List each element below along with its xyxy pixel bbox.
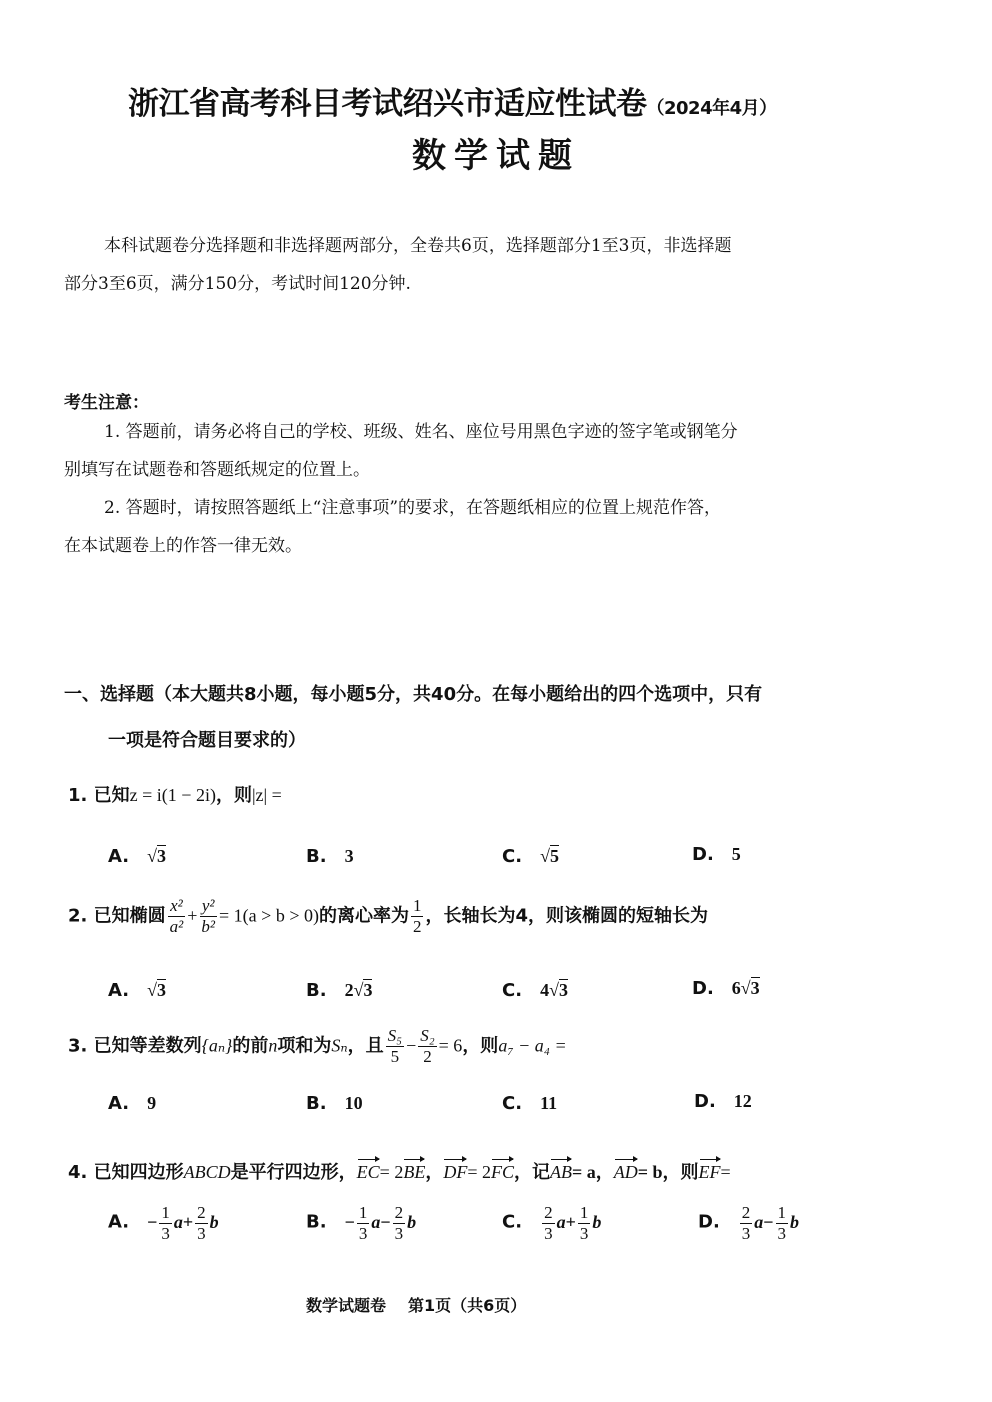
question-text: ，长轴长为4，则该椭圆的短轴长为 xyxy=(425,905,708,927)
fraction xyxy=(393,1203,406,1244)
notice-item-2-line-2: 在本试题卷上的作答一律无效。 xyxy=(64,536,302,556)
vector: EF xyxy=(698,1162,721,1182)
vector-symbol: b xyxy=(209,1211,219,1232)
fraction xyxy=(195,1203,208,1244)
fraction-numerator: 1 xyxy=(161,1203,170,1222)
exam-title xyxy=(128,78,777,123)
vector: AD xyxy=(613,1162,638,1182)
question-3 xyxy=(68,1026,567,1067)
option-label: A. xyxy=(108,980,130,1001)
option-label: A. xyxy=(108,1093,130,1114)
question-text: ，记 xyxy=(514,1162,550,1183)
math-expression: = 1(a > b > 0) xyxy=(219,905,319,926)
notice-heading: 考生注意： xyxy=(64,393,149,413)
option-value: 5 xyxy=(549,846,559,866)
vector: FC xyxy=(490,1162,514,1182)
question-number: 4. xyxy=(68,1162,88,1183)
section-heading-line-2: 一项是符合题目要求的） xyxy=(108,730,306,751)
fraction-denominator: 3 xyxy=(544,1224,553,1243)
math-expression: a₇ − a₄ = xyxy=(498,1035,567,1056)
notice-item-1-line-2: 别填写在试题卷和答题纸规定的位置上。 xyxy=(64,460,370,480)
math-expression: = 2 xyxy=(379,1162,404,1182)
question-text: 已知等差数列 xyxy=(93,1035,202,1057)
vector-symbol: a xyxy=(754,1211,764,1232)
option-d: D. 6√3 xyxy=(692,978,760,999)
option-b xyxy=(306,846,354,867)
option-label: A. xyxy=(108,846,130,867)
fraction-numerator: 1 xyxy=(412,896,422,915)
fraction-numerator: 2 xyxy=(741,1203,751,1222)
option-label: B. xyxy=(306,1211,327,1233)
fraction xyxy=(386,1026,404,1067)
question-text: ， xyxy=(595,1162,614,1183)
fraction-denominator: 3 xyxy=(358,1224,368,1243)
question-text: 项和为 xyxy=(277,1035,332,1057)
vector: DF xyxy=(443,1162,468,1182)
fraction-numerator: x² xyxy=(170,896,183,915)
question-text: 的离心率为 xyxy=(318,905,409,927)
option-a xyxy=(108,1093,156,1114)
option-d xyxy=(698,1203,799,1244)
question-text: ，则 xyxy=(662,1162,699,1183)
option-value: 3 xyxy=(157,846,166,866)
fraction-numerator: 2 xyxy=(394,1203,404,1222)
option-label: B. xyxy=(306,846,327,867)
question-1 xyxy=(68,781,282,807)
section-heading-line-1: 一、选择题（本大题共8小题，每小题5分，共40分。在每小题给出的四个选项中，只有 xyxy=(64,684,763,705)
question-text: 已知四边形 xyxy=(93,1162,184,1183)
fraction xyxy=(168,896,186,937)
exam-date: （2024年4月） xyxy=(646,98,777,119)
math-variable: ABCD xyxy=(183,1162,231,1182)
page-number: 第1页（共6页） xyxy=(408,1296,527,1315)
sign: + xyxy=(565,1211,576,1232)
option-c xyxy=(502,1203,601,1244)
fraction-numerator: S₂ xyxy=(420,1026,435,1045)
footer-text: 数学试题卷 xyxy=(306,1296,387,1315)
math-operator: − xyxy=(406,1035,417,1056)
fraction-numerator: 2 xyxy=(197,1203,206,1222)
option-value: 11 xyxy=(540,1093,558,1113)
fraction-denominator: 2 xyxy=(412,917,422,936)
option-b: B. 2√3 xyxy=(306,980,373,1001)
fraction-denominator: 3 xyxy=(161,1224,170,1243)
math-variable: n xyxy=(268,1035,278,1056)
fraction-numerator: 1 xyxy=(777,1203,787,1222)
option-c: C. 4√3 xyxy=(502,980,568,1001)
option-value: 12 xyxy=(733,1091,752,1111)
vector: EC xyxy=(356,1162,380,1182)
question-number: 2. xyxy=(68,905,88,927)
question-number: 3. xyxy=(68,1035,88,1057)
math-expression: = xyxy=(720,1162,731,1182)
question-2 xyxy=(68,896,708,937)
question-text: 已知椭圆 xyxy=(93,905,166,927)
option-label: C. xyxy=(502,1211,523,1233)
fraction-denominator: 3 xyxy=(777,1224,787,1243)
math-expression: = a xyxy=(572,1162,596,1182)
fraction-numerator: 1 xyxy=(579,1203,589,1222)
option-value: 3 xyxy=(750,978,760,998)
option-label: D. xyxy=(692,844,714,865)
vector: BE xyxy=(403,1162,426,1182)
fraction-denominator: a² xyxy=(169,917,184,936)
sign: − xyxy=(763,1211,774,1232)
option-label: D. xyxy=(692,978,714,999)
question-text: 是平行四边形， xyxy=(230,1162,357,1183)
option-label: C. xyxy=(502,846,523,867)
option-label: B. xyxy=(306,980,327,1001)
option-a xyxy=(108,1203,219,1244)
option-b xyxy=(306,1203,416,1244)
sign: − xyxy=(380,1211,391,1232)
fraction-numerator: 1 xyxy=(358,1203,368,1222)
vector: AB xyxy=(550,1162,572,1182)
math-expression: |z| = xyxy=(251,785,282,805)
question-4 xyxy=(68,1158,731,1184)
option-label: D. xyxy=(698,1211,720,1233)
intro-line-1: 本科试题卷分选择题和非选择题两部分，全卷共6页，选择题部分1至3页，非选择题 xyxy=(104,236,732,256)
fraction-numerator: y² xyxy=(201,896,215,915)
math-expression: {aₙ} xyxy=(201,1035,233,1056)
notice-item-1-line-1: 1. 答题前，请务必将自己的学校、班级、姓名、座位号用黑色字迹的签字笔或钢笔分 xyxy=(104,422,738,442)
fraction xyxy=(578,1203,591,1244)
question-text: ，则 xyxy=(462,1035,499,1057)
vector-symbol: b xyxy=(592,1211,602,1232)
option-coefficient: 2 xyxy=(344,980,354,1000)
option-value: 10 xyxy=(344,1093,363,1113)
vector-symbol: a xyxy=(556,1211,566,1232)
math-operator: + xyxy=(187,905,198,926)
math-variable: Sₙ xyxy=(331,1035,348,1056)
fraction-denominator: 3 xyxy=(741,1224,751,1243)
fraction xyxy=(199,896,217,937)
option-value: 9 xyxy=(147,1093,157,1113)
page-footer xyxy=(306,1293,526,1316)
option-label: C. xyxy=(502,980,523,1001)
math-expression: = b xyxy=(637,1162,663,1182)
math-expression: = 2 xyxy=(467,1162,491,1182)
question-text: ， xyxy=(425,1162,444,1183)
vector-symbol: b xyxy=(407,1211,417,1232)
option-value: 3 xyxy=(363,980,373,1000)
option-d xyxy=(694,1091,752,1112)
option-coefficient: 6 xyxy=(731,978,741,998)
question-text: ，则 xyxy=(215,785,252,806)
fraction-denominator: b² xyxy=(201,917,216,936)
fraction xyxy=(411,896,424,937)
fraction-denominator: 5 xyxy=(390,1047,400,1066)
fraction-denominator: 3 xyxy=(579,1224,589,1243)
option-c xyxy=(502,1093,557,1114)
question-text: ，且 xyxy=(347,1035,384,1057)
option-value: 3 xyxy=(558,980,568,1000)
option-value: 5 xyxy=(731,844,741,864)
option-d xyxy=(692,844,741,865)
option-value: 3 xyxy=(344,846,354,866)
option-a: A. √3 xyxy=(108,980,166,1001)
fraction xyxy=(159,1203,172,1244)
option-a: A. √3 xyxy=(108,846,166,867)
question-text: 已知 xyxy=(93,785,130,806)
exam-title-text: 浙江省高考科目考试绍兴市适应性试卷 xyxy=(128,86,647,122)
fraction xyxy=(740,1203,753,1244)
option-b xyxy=(306,1093,363,1114)
sign: − xyxy=(344,1211,355,1232)
question-number: 1. xyxy=(68,785,88,806)
option-label: D. xyxy=(694,1091,716,1112)
option-label: B. xyxy=(306,1093,327,1114)
fraction-denominator: 3 xyxy=(394,1224,404,1243)
option-label: C. xyxy=(502,1093,523,1114)
fraction xyxy=(776,1203,789,1244)
vector-symbol: b xyxy=(790,1211,800,1232)
fraction-denominator: 2 xyxy=(423,1047,432,1066)
fraction-denominator: 3 xyxy=(197,1224,206,1243)
intro-line-2: 部分3至6页，满分150分，考试时间120分钟. xyxy=(64,274,411,294)
fraction-numerator: S₅ xyxy=(387,1026,403,1045)
fraction-numerator: 2 xyxy=(544,1203,553,1222)
option-value: 3 xyxy=(157,980,166,1000)
option-c: C. √5 xyxy=(502,846,559,867)
sign: + xyxy=(182,1211,194,1232)
math-expression: z = i(1 − 2i) xyxy=(129,785,216,805)
fraction xyxy=(357,1203,370,1244)
notice-item-2-line-1: 2. 答题时，请按照答题纸上“注意事项”的要求，在答题纸相应的位置上规范作答， xyxy=(104,498,722,518)
subject-title: 数学试题 xyxy=(412,136,580,176)
math-expression: = 6 xyxy=(438,1035,463,1056)
option-coefficient: 4 xyxy=(540,980,550,1000)
sign: − xyxy=(147,1211,158,1232)
fraction xyxy=(418,1026,436,1067)
vector-symbol: a xyxy=(173,1211,183,1232)
vector-symbol: a xyxy=(371,1211,381,1232)
option-label: A. xyxy=(108,1211,130,1233)
question-text: 的前 xyxy=(232,1035,269,1057)
fraction xyxy=(542,1203,555,1244)
